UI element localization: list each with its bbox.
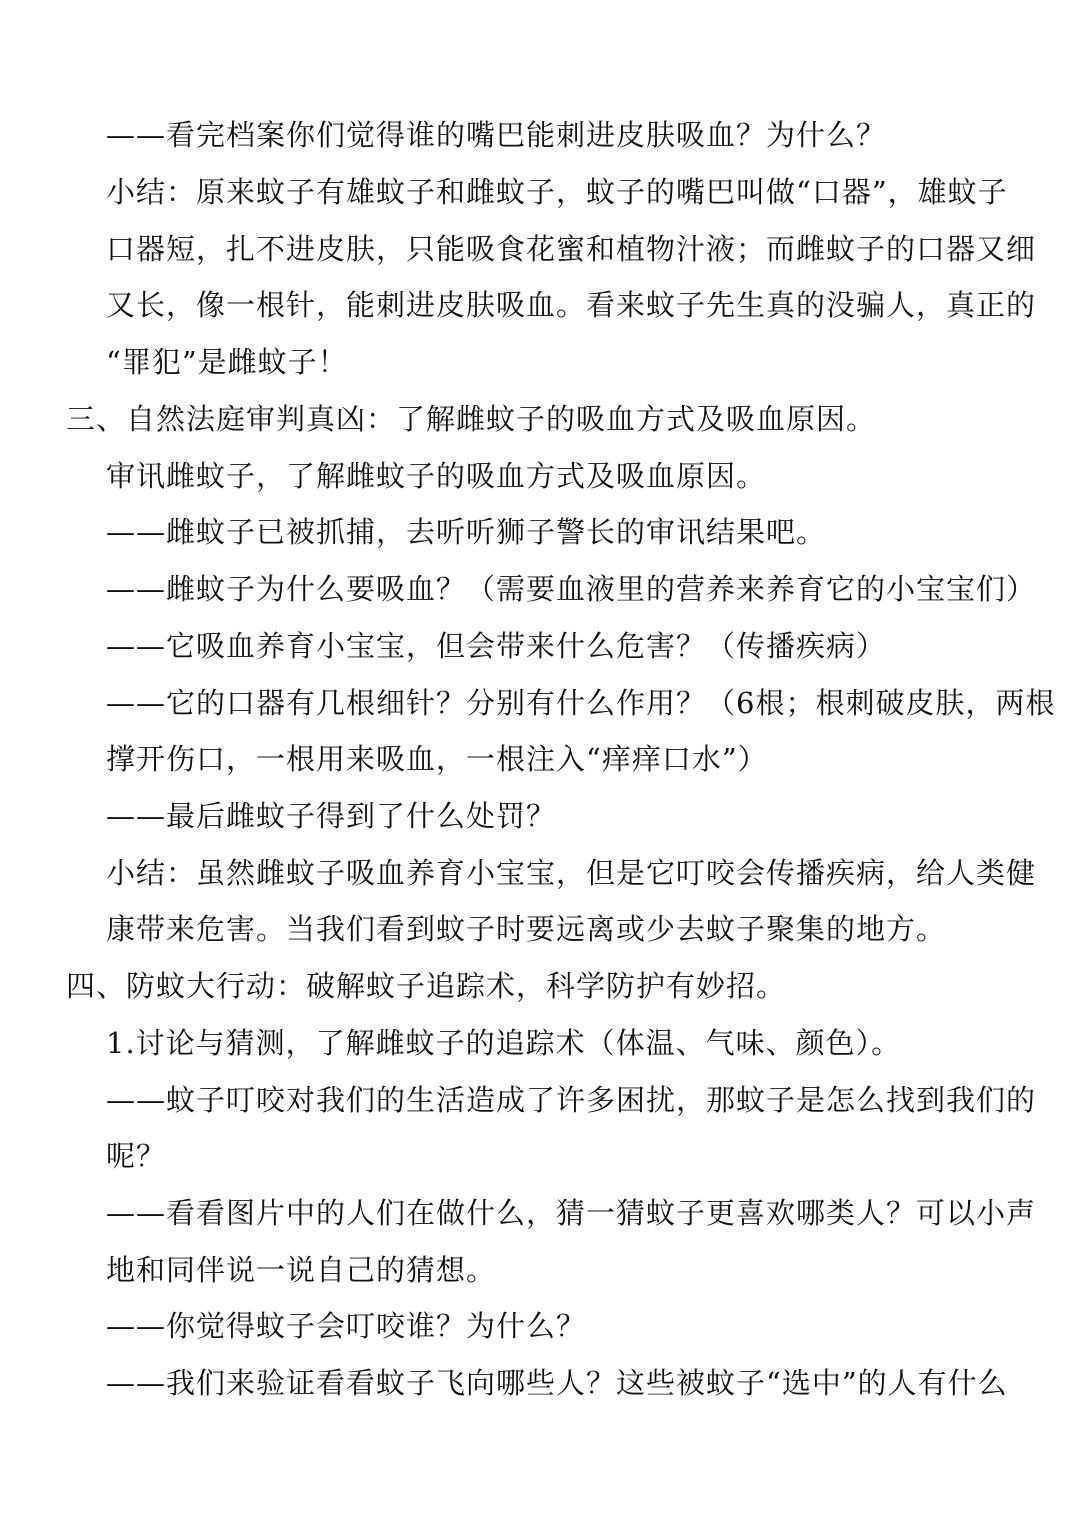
text-line: 康带来危害。当我们看到蚊子时要远离或少去蚊子聚集的地方。 <box>106 912 947 946</box>
text-line: ——它的口器有几根细针？分别有什么作用？（6根；根刺破皮肤，两根 <box>106 686 1056 720</box>
text-line: ——最后雌蚊子得到了什么处罚？ <box>106 799 557 833</box>
summary-line: 小结：原来蚊子有雄蚊子和雌蚊子，蚊子的嘴巴叫做“口器”，雄蚊子 <box>106 175 1008 209</box>
text-line: 口器短，扎不进皮肤，只能吸食花蜜和植物汁液；而雌蚊子的口器又细 <box>106 232 1037 266</box>
text-line: ——它吸血养育小宝宝，但会带来什么危害？（传播疾病） <box>106 629 887 663</box>
text-line: ——我们来验证看看蚊子飞向哪些人？这些被蚊子“选中”的人有什么 <box>106 1366 1008 1400</box>
text-line: ——你觉得蚊子会叮咬谁？为什么？ <box>106 1309 587 1343</box>
subheading-line: 1.讨论与猜测，了解雌蚊子的追踪术（体温、气味、颜色）。 <box>106 1026 902 1060</box>
text-line: “罪犯”是雌蚊子！ <box>106 345 348 379</box>
text-line: ——看完档案你们觉得谁的嘴巴能刺进皮肤吸血？为什么？ <box>106 118 887 152</box>
text-line: 审讯雌蚊子，了解雌蚊子的吸血方式及吸血原因。 <box>106 459 767 493</box>
text-line: 呢？ <box>106 1139 167 1173</box>
summary-line: 小结：虽然雌蚊子吸血养育小宝宝，但是它叮咬会传播疾病，给人类健 <box>106 856 1037 890</box>
text-line: ——看看图片中的人们在做什么，猜一猜蚊子更喜欢哪类人？可以小声 <box>106 1196 1037 1230</box>
text-line: ——雌蚊子为什么要吸血？（需要血液里的营养来养育它的小宝宝们） <box>106 572 1037 606</box>
text-line: ——蚊子叮咬对我们的生活造成了许多困扰，那蚊子是怎么找到我们的 <box>106 1083 1037 1117</box>
section-heading-3: 三、自然法庭审判真凶：了解雌蚊子的吸血方式及吸血原因。 <box>66 402 877 436</box>
text-line: ——雌蚊子已被抓捕，去听听狮子警长的审讯结果吧。 <box>106 515 827 549</box>
section-heading-4: 四、防蚊大行动：破解蚊子追踪术，科学防护有妙招。 <box>66 969 787 1003</box>
text-line: 又长，像一根针，能刺进皮肤吸血。看来蚊子先生真的没骗人，真正的 <box>106 288 1037 322</box>
text-line: 撑开伤口，一根用来吸血，一根注入“痒痒口水”） <box>106 742 768 776</box>
text-line: 地和同伴说一说自己的猜想。 <box>106 1253 497 1287</box>
